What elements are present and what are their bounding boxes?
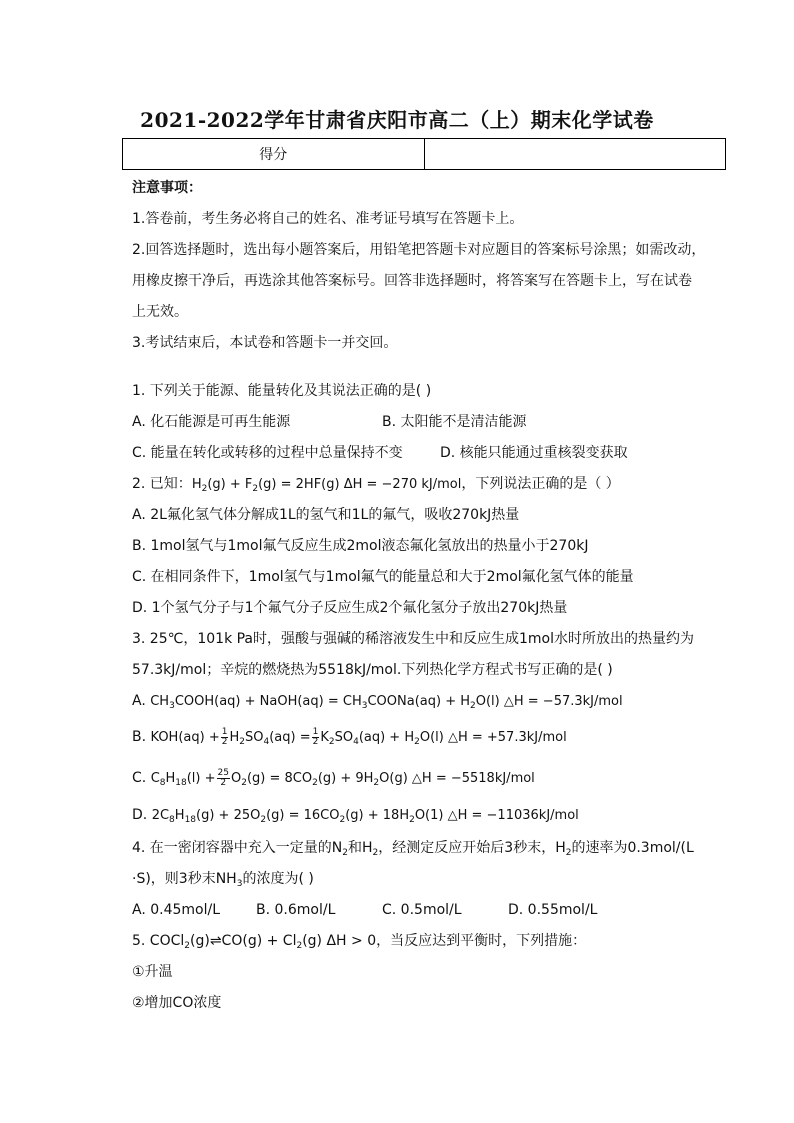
q1-stem: 1. 下列关于能源、能量转化及其说法正确的是( ) (132, 383, 432, 399)
q3-option-c[interactable]: C. $C_8H_{18}(l)$ + $\frac{25}{2}$ $O_2(g) = 8CO_2(g) + 9H_2O(g)$ △H = −5518kJ/mol (132, 768, 535, 788)
notice-line-1: 1.答卷前，考生务必将自己的姓名、准考证号填写在答题卡上。 (132, 211, 524, 227)
notice-line-3: 用橡皮擦干净后，再选涂其他答案标号。回答非选择题时，将答案写在答题卡上，写在试卷 (132, 273, 692, 289)
q5-item-1: ①升温 (132, 964, 173, 980)
q1-option-a[interactable]: A. 化石能源是可再生能源 (132, 414, 291, 430)
q5-item-2: ②增加CO浓度 (132, 995, 222, 1011)
q4-option-c[interactable]: C. 0.5mol/L (382, 902, 462, 918)
q2-tail: ，下列说法正确的是（ ） (461, 476, 620, 492)
score-table (122, 138, 726, 170)
score-label: 得分 (259, 147, 288, 163)
q2-equation: $H_2(g) + F_2(g) = 2HF(g) \Delta H = -270$ kJ/mol (191, 477, 462, 494)
q2-option-b[interactable]: B. 1mol氢气与1mol氟气反应生成2mol液态氟化氢放出的热量小于270kJ (132, 538, 589, 554)
q5-stem: 5. COCl$_2$(g)⇌CO(g) + $Cl_2(g) \Delta H > 0$，当反应达到平衡时，下列措施： (132, 933, 587, 951)
fraction-one-half: $\frac{1}{2}$ (221, 727, 228, 747)
q4-stem-line-2: ·S)，则3秒末$NH_3$的浓度为( ) (132, 871, 314, 889)
q3-stem-line-2: 57.3kJ/mol；辛烷的燃烧热为5518kJ/mol.下列热化学方程式书写正确的是( ) (132, 662, 613, 678)
q3-option-b[interactable]: B. KOH(aq) + $\frac{1}{2}$ $H_2SO_4(aq)$ = $\frac{1}{2}$ $K_2SO_4(aq) + H_2O(l)$ △H = +57.3kJ/mol (132, 727, 567, 747)
fraction-one-half: $\frac{1}{2}$ (312, 727, 319, 747)
q3-stem-line-1: 3. 25℃，101k Pa时，强酸与强碱的稀溶液发生中和反应生成1mol水时所放出的热量约为 (132, 631, 695, 647)
notice-line-4: 上无效。 (132, 304, 188, 320)
q1-option-c[interactable]: C. 能量在转化或转移的过程中总量保持不变 (132, 445, 403, 461)
fraction-25-over-2: $\frac{25}{2}$ (217, 768, 229, 788)
q2-num: 2. 已知： (132, 476, 192, 492)
exam-title: 2021-2022学年甘肃省庆阳市高二（上）期末化学试卷 (140, 108, 654, 132)
q1-option-b[interactable]: B. 太阳能不是清洁能源 (382, 414, 527, 430)
q1-option-d[interactable]: D. 核能只能通过重核裂变获取 (440, 445, 628, 461)
q2-option-c[interactable]: C. 在相同条件下，1mol氢气与1mol氟气的能量总和大于2mol氟化氢气体的能量 (132, 569, 634, 585)
score-value[interactable] (424, 139, 726, 169)
q4-option-d[interactable]: D. 0.55mol/L (508, 902, 598, 918)
q3-option-a[interactable]: A. $CH_3COOH(aq)$ + NaOH(aq) = $CH_3COONa(aq) + H_2O(l)$ △H = −57.3kJ/mol (132, 693, 623, 711)
q3-option-d[interactable]: D. $2C_8H_{18}(g) + 25O_2(g) = 16CO_2(g) + 18H_2O(1)$ △H = −11036kJ/mol (132, 807, 579, 825)
q2-option-a[interactable]: A. 2L氟化氢气体分解成1L的氢气和1L的氟气，吸收270kJ热量 (132, 507, 520, 523)
q2-stem (132, 474, 620, 495)
q2-option-d[interactable]: D. 1个氢气分子与1个氟气分子反应生成2个氟化氢分子放出270kJ热量 (132, 600, 568, 616)
q4-stem-line-1: 4. 在一密闭容器中充入一定量的$N_2$和$H_2$，经测定反应开始后3秒末，$H_2$的速率为0.3mol/(L (132, 840, 694, 858)
notice-heading: 注意事项： (132, 180, 202, 196)
notice-line-5: 3.考试结束后，本试卷和答题卡一并交回。 (132, 335, 398, 351)
q4-option-b[interactable]: B. 0.6mol/L (256, 902, 336, 918)
notice-line-2: 2.回答选择题时，选出每小题答案后，用铅笔把答题卡对应题目的答案标号涂黑；如需改动， (132, 242, 706, 258)
q4-option-a[interactable]: A. 0.45mol/L (132, 902, 221, 918)
